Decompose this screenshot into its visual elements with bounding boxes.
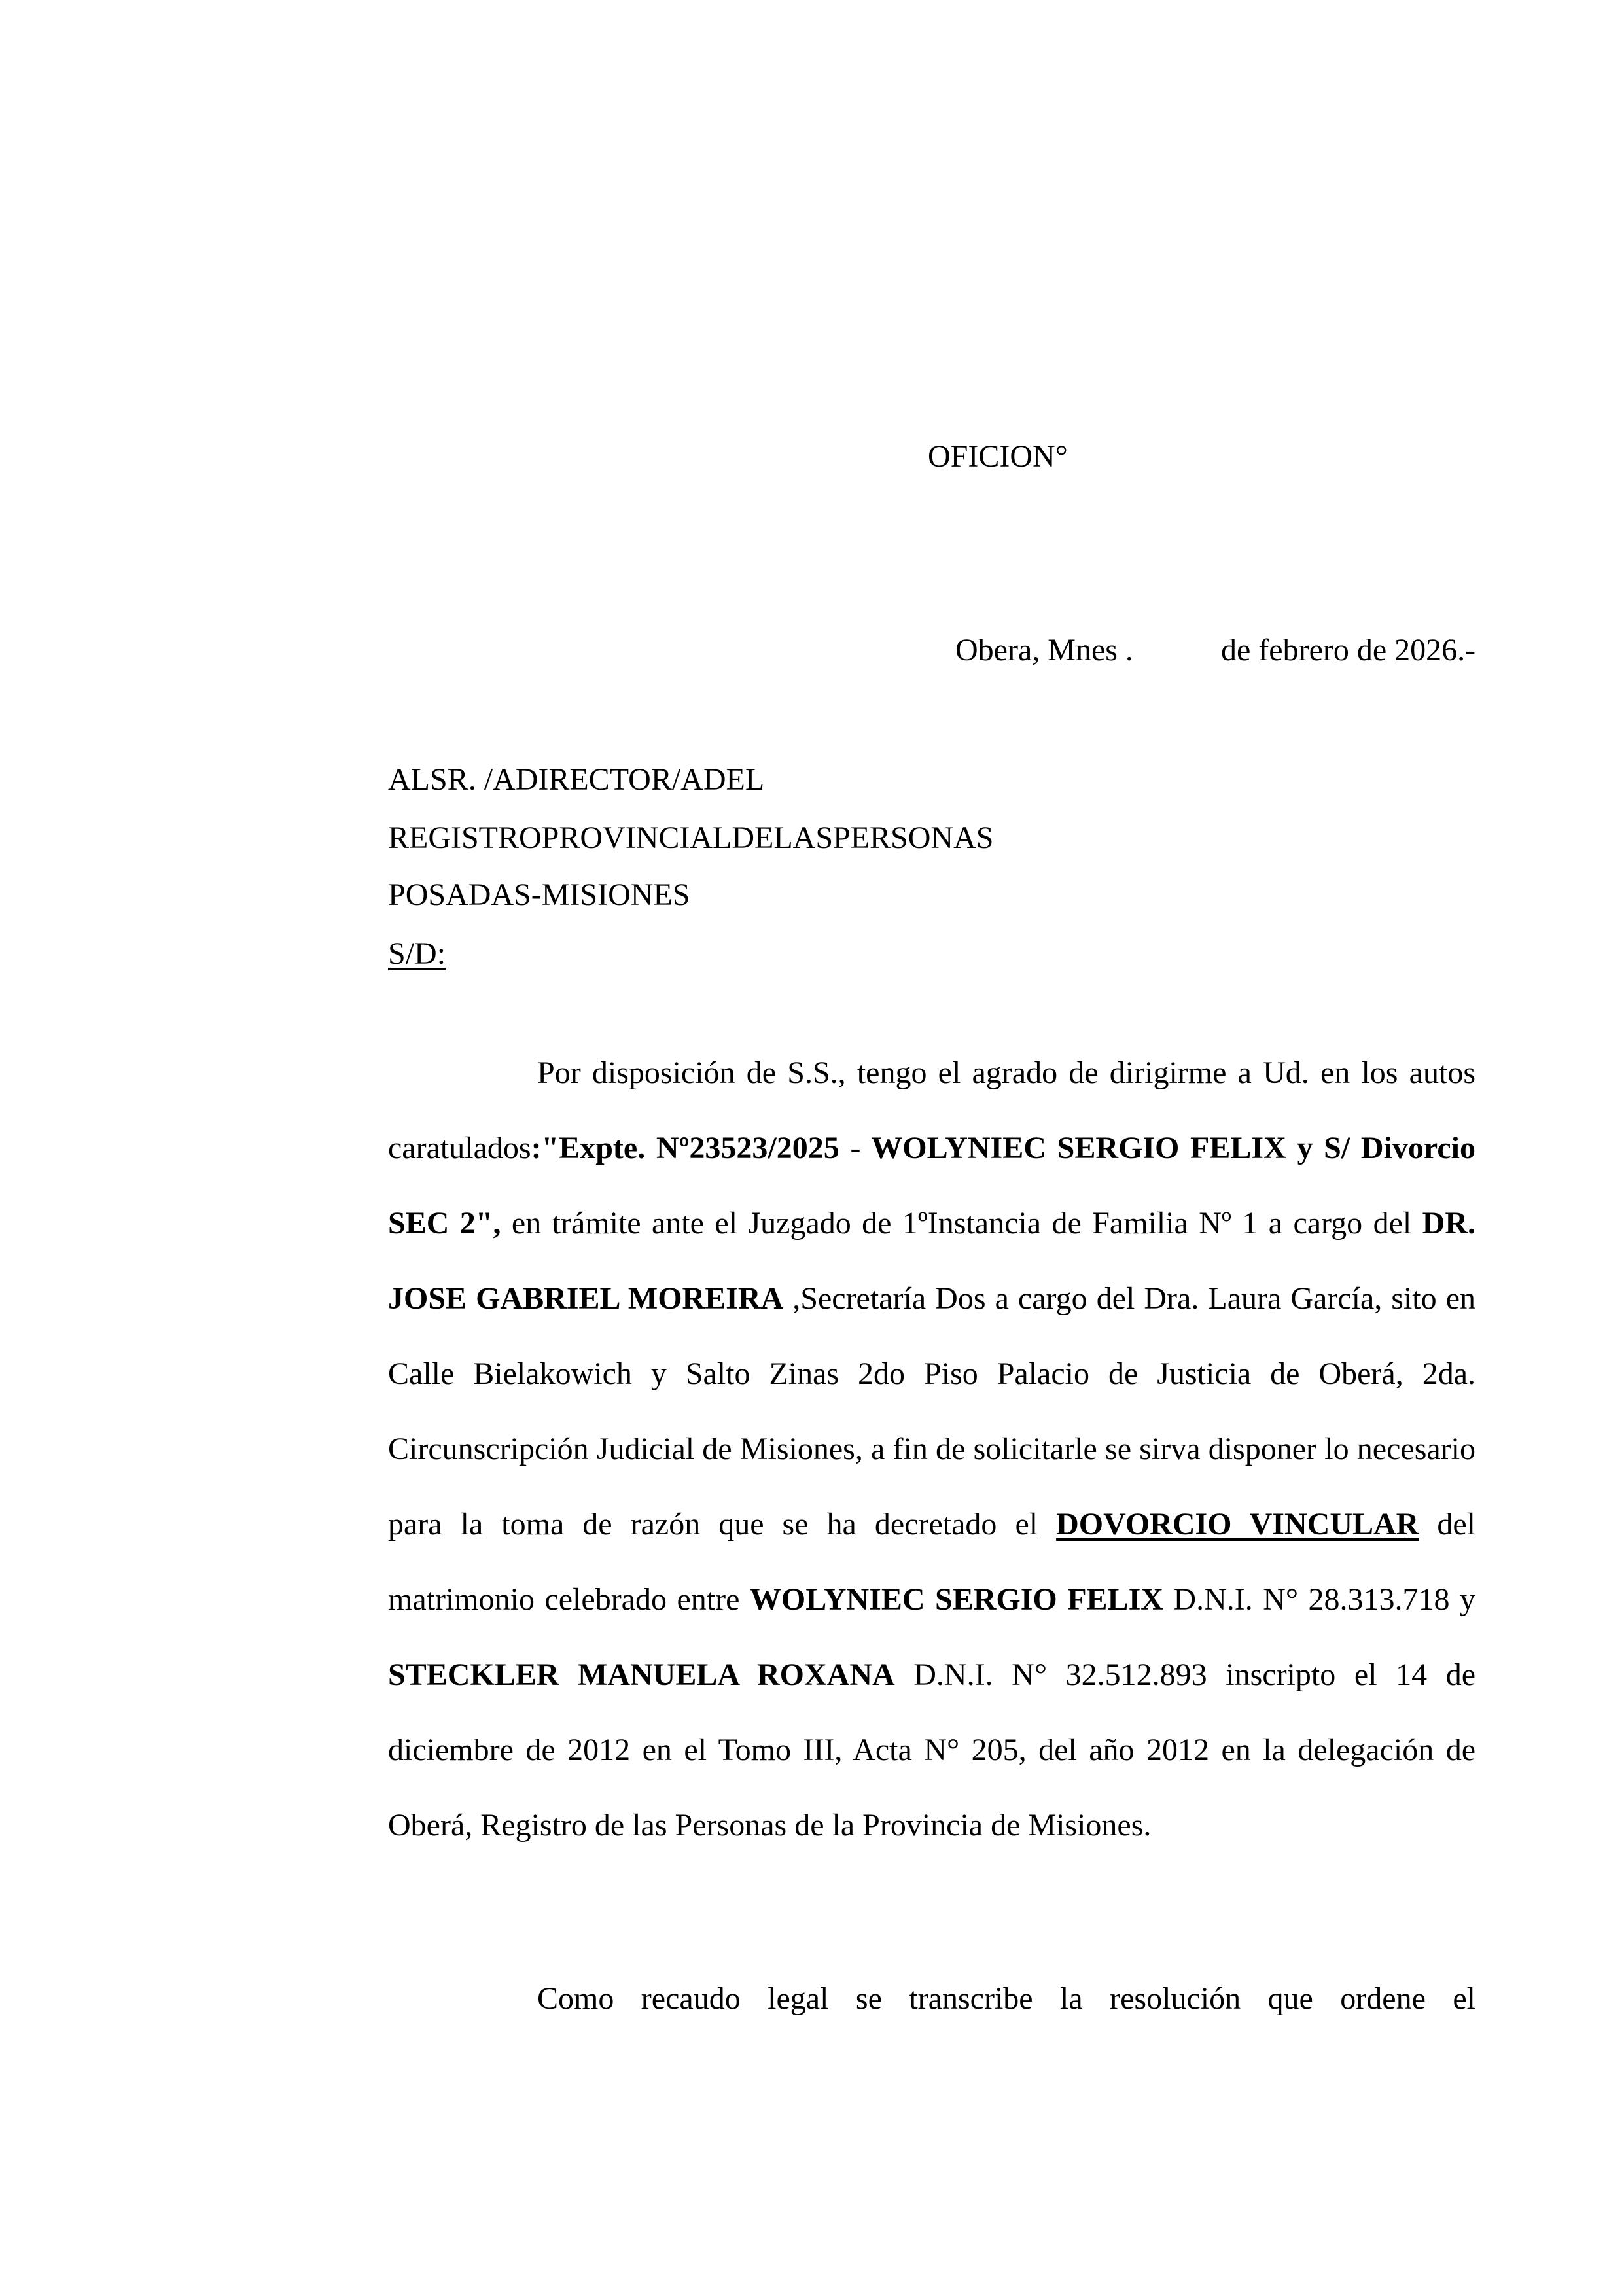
judge-name: DR. JOSE GABRIEL MOREIRA xyxy=(388,1206,1475,1316)
body-text: Por disposición de S.S., tengo el agrado de dirigirme a Ud. en los autos caratulados xyxy=(388,1055,1475,1165)
addressee-salutation: S/D: xyxy=(388,936,446,971)
body-text: en trámite ante el Juzgado de 1ºInstancia de Familia Nº 1 a cargo del xyxy=(501,1206,1422,1241)
body-text: D.N.I. N° 32.512.893 inscripto el 14 de diciembre de 2012 en el Tomo III, Acta N° 205, del año 2012 en la delegación de Oberá, Registro de las Personas de la Provincia de Misiones. xyxy=(388,1657,1475,1843)
case-reference: :"Expte. Nº23523/2025 - WOLYNIEC SERGIO FELIX y S/ Divorcio SEC 2", xyxy=(388,1131,1475,1241)
decree-type: DOVORCIO VINCULAR xyxy=(1056,1507,1419,1542)
body-text: D.N.I. N° 28.313.718 y xyxy=(1163,1582,1476,1617)
body-text: del matrimonio celebrado entre xyxy=(388,1507,1475,1617)
body-text: ,Secretaría Dos a cargo del Dra. Laura García, sito en Calle Bielakowich y Salto Zinas 2do Piso Palacio de Justicia de Oberá, 2da. Circunscripción Judicial de Misiones, a fin de solicitarle se sirva disponer lo necesario para la toma de razón que se ha decretado el xyxy=(388,1281,1475,1542)
date-text: de febrero de 2026.- xyxy=(1221,633,1476,667)
body-text: Como recaudo legal se transcribe la resolución que ordene el xyxy=(537,1981,1475,2016)
body-paragraph xyxy=(388,1961,1475,2036)
date-place: Obera, Mnes . xyxy=(955,633,1133,667)
party-name: STECKLER MANUELA ROXANA xyxy=(388,1657,895,1692)
addressee-line: REGISTROPROVINCIALDELASPERSONAS xyxy=(388,821,994,855)
body-paragraph xyxy=(388,1035,1475,1863)
addressee-line: POSADAS-MISIONES xyxy=(388,877,690,912)
document-heading: OFICION° xyxy=(928,439,1068,474)
party-name: WOLYNIEC SERGIO FELIX xyxy=(749,1582,1163,1617)
addressee-line: ALSR. /ADIRECTOR/ADEL xyxy=(388,762,765,797)
